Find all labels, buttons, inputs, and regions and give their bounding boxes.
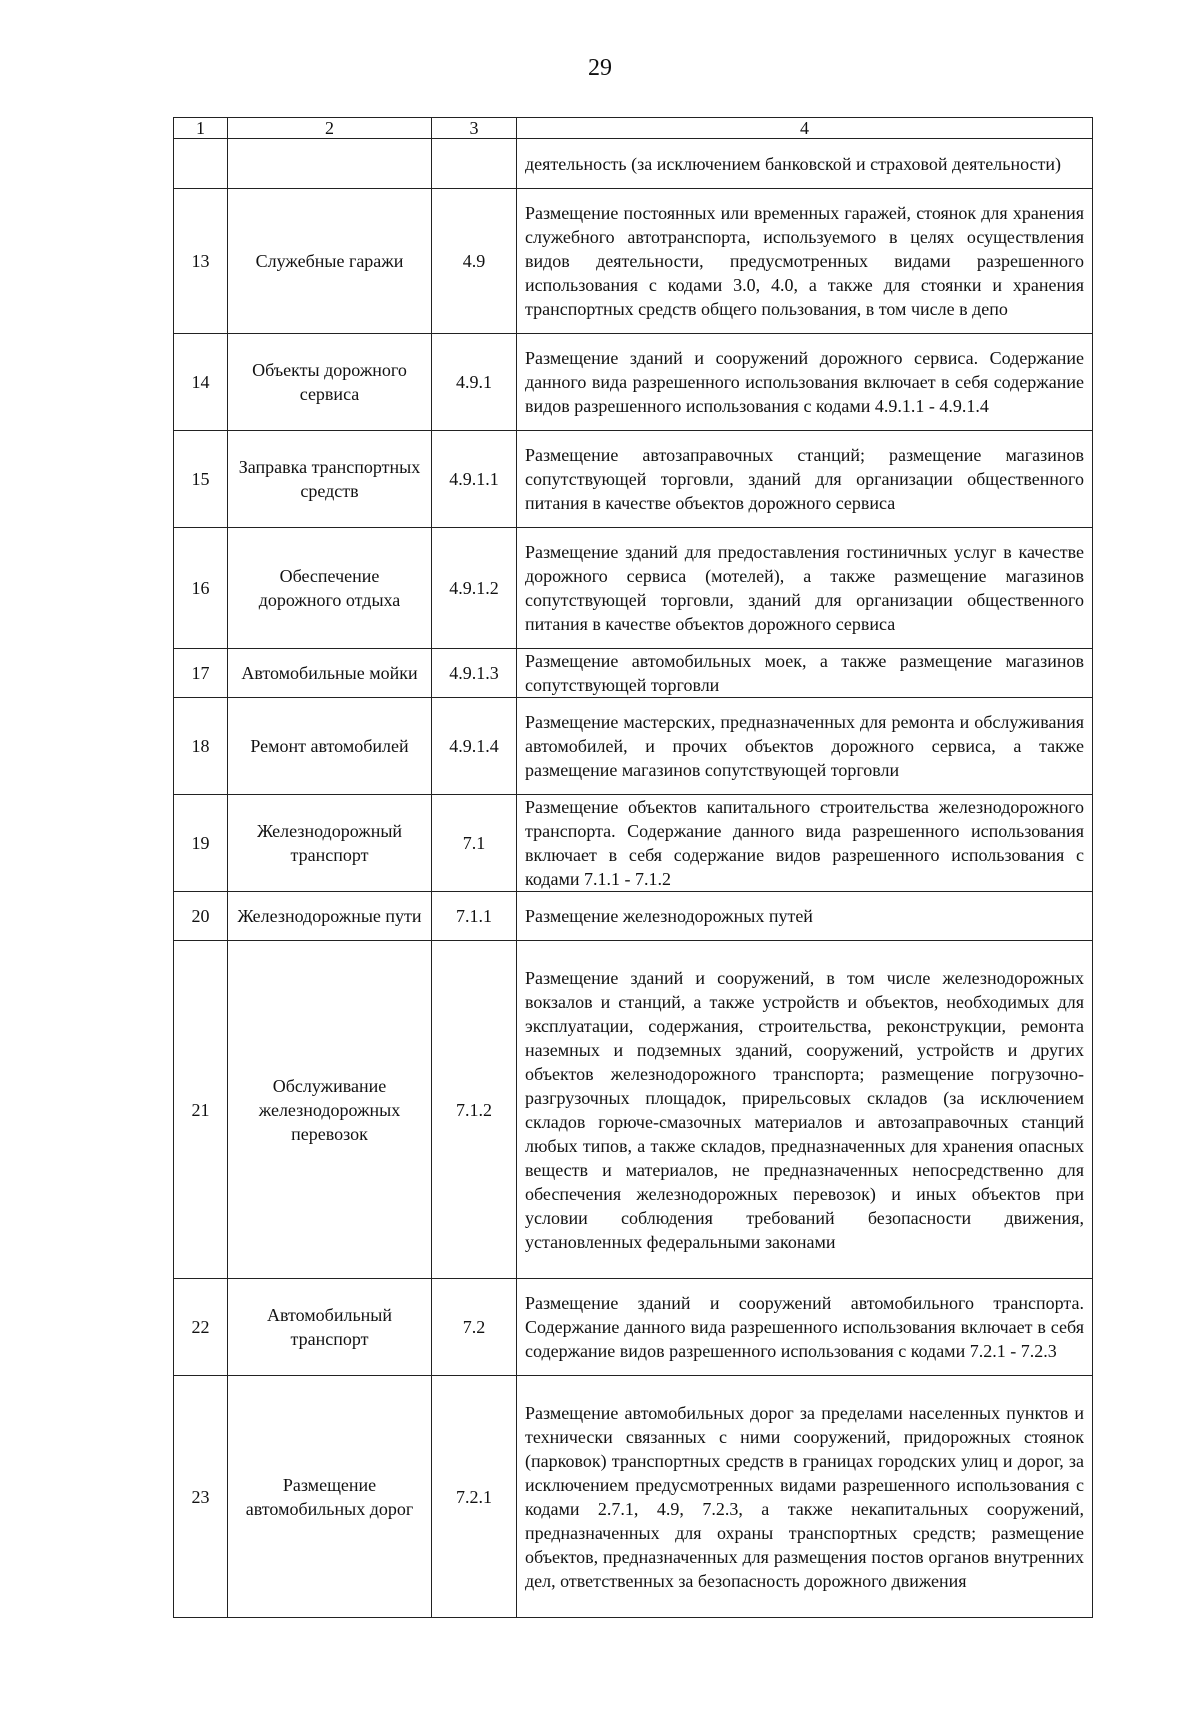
row-code: 4.9.1.2 [432,528,517,649]
row-code: 7.2 [432,1279,517,1376]
row-description: Размещение зданий и сооружений автомобильного транспорта. Содержание данного вида разрешенного использования включает в себя содержание видов разрешенного использования с кодами 7.2.1 - 7.2.3 [517,1279,1093,1376]
table-row [174,189,1093,334]
row-number [174,139,228,189]
row-code: 4.9.1.3 [432,649,517,698]
row-code: 4.9.1 [432,334,517,431]
row-code: 7.1.2 [432,941,517,1279]
row-number: 18 [174,698,228,795]
table-row [174,528,1093,649]
row-code: 4.9.1.1 [432,431,517,528]
row-name: Обеспечение дорожного отдыха [228,528,432,649]
table-row [174,139,1093,189]
header-col-3: 3 [432,118,517,139]
header-col-4: 4 [517,118,1093,139]
table-row [174,698,1093,795]
row-number: 20 [174,892,228,941]
row-number: 14 [174,334,228,431]
row-name: Размещение автомобильных дорог [228,1376,432,1618]
table-row [174,1279,1093,1376]
row-number: 22 [174,1279,228,1376]
row-description: Размещение зданий и сооружений дорожного сервиса. Содержание данного вида разрешенного использования включает в себя содержание видов разрешенного использования с кодами 4.9.1.1 - 4.9.1.4 [517,334,1093,431]
row-code: 4.9.1.4 [432,698,517,795]
row-number: 19 [174,795,228,892]
row-number: 16 [174,528,228,649]
row-description: Размещение объектов капитального строительства железнодорожного транспорта. Содержание данного вида разрешенного использования включает в себя содержание видов разрешенного использования с кодами 7.1.1 - 7.1.2 [517,795,1093,892]
row-description: Размещение зданий для предоставления гостиничных услуг в качестве дорожного сервиса (мотелей), а также размещение магазинов сопутствующей торговли, зданий для организации общественного питания в качестве объектов дорожного сервиса [517,528,1093,649]
row-code: 7.1 [432,795,517,892]
table-row [174,431,1093,528]
row-number: 21 [174,941,228,1279]
table-row [174,1376,1093,1618]
table-row [174,334,1093,431]
page-number: 29 [588,55,612,81]
land-use-table [173,117,1093,1618]
row-code: 7.1.1 [432,892,517,941]
row-number: 17 [174,649,228,698]
row-name: Заправка транспортных средств [228,431,432,528]
table-row [174,941,1093,1279]
row-name: Обслуживание железнодорожных перевозок [228,941,432,1279]
row-name: Объекты дорожного сервиса [228,334,432,431]
row-number: 13 [174,189,228,334]
row-name: Железнодорожные пути [228,892,432,941]
row-name: Автомобильный транспорт [228,1279,432,1376]
row-number: 15 [174,431,228,528]
row-name: Ремонт автомобилей [228,698,432,795]
table-row [174,795,1093,892]
row-description: Размещение автомобильных дорог за пределами населенных пунктов и технически связанных с ними сооружений, придорожных стоянок (парковок) транспортных средств в границах городских улиц и дорог, за исключением предусмотренных видами разрешенного использования с кодами 2.7.1, 4.9, 7.2.3, а также некапитальных сооружений, предназначенных для охраны транспортных средств; размещение объектов, предназначенных для размещения постов органов внутренних дел, ответственных за безопасность дорожного движения [517,1376,1093,1618]
table-row [174,892,1093,941]
row-description: деятельность (за исключением банковской и страховой деятельности) [517,139,1093,189]
row-number: 23 [174,1376,228,1618]
row-code [432,139,517,189]
row-name [228,139,432,189]
header-col-1: 1 [174,118,228,139]
row-description: Размещение зданий и сооружений, в том числе железнодорожных вокзалов и станций, а также устройств и объектов, необходимых для эксплуатации, содержания, строительства, реконструкции, ремонта наземных и подземных зданий, сооружений, устройств и других объектов железнодорожного транспорта; размещение погрузочно-разгрузочных площадок, прирельсовых складов (за исключением складов горюче-смазочных материалов и автозаправочных станций любых типов, а также складов, предназначенных для хранения опасных веществ и материалов, не предназначенных непосредственно для обеспечения железнодорожных перевозок) и иных объектов при условии соблюдения требований безопасности движения, установленных федеральными законами [517,941,1093,1279]
row-description: Размещение железнодорожных путей [517,892,1093,941]
row-name: Служебные гаражи [228,189,432,334]
row-code: 4.9 [432,189,517,334]
row-description: Размещение автомобильных моек, а также размещение магазинов сопутствующей торговли [517,649,1093,698]
row-name: Железнодорожный транспорт [228,795,432,892]
row-description: Размещение постоянных или временных гаражей, стоянок для хранения служебного автотранспорта, используемого в целях осуществления видов деятельности, предусмотренных видами разрешенного использования с кодами 3.0, 4.0, а также для стоянки и хранения транспортных средств общего пользования, в том числе в депо [517,189,1093,334]
table-header-row [174,118,1093,139]
row-description: Размещение автозаправочных станций; размещение магазинов сопутствующей торговли, зданий для организации общественного питания в качестве объектов дорожного сервиса [517,431,1093,528]
row-code: 7.2.1 [432,1376,517,1618]
table-row [174,649,1093,698]
row-name: Автомобильные мойки [228,649,432,698]
header-col-2: 2 [228,118,432,139]
row-description: Размещение мастерских, предназначенных для ремонта и обслуживания автомобилей, и прочих объектов дорожного сервиса, а также размещение магазинов сопутствующей торговли [517,698,1093,795]
